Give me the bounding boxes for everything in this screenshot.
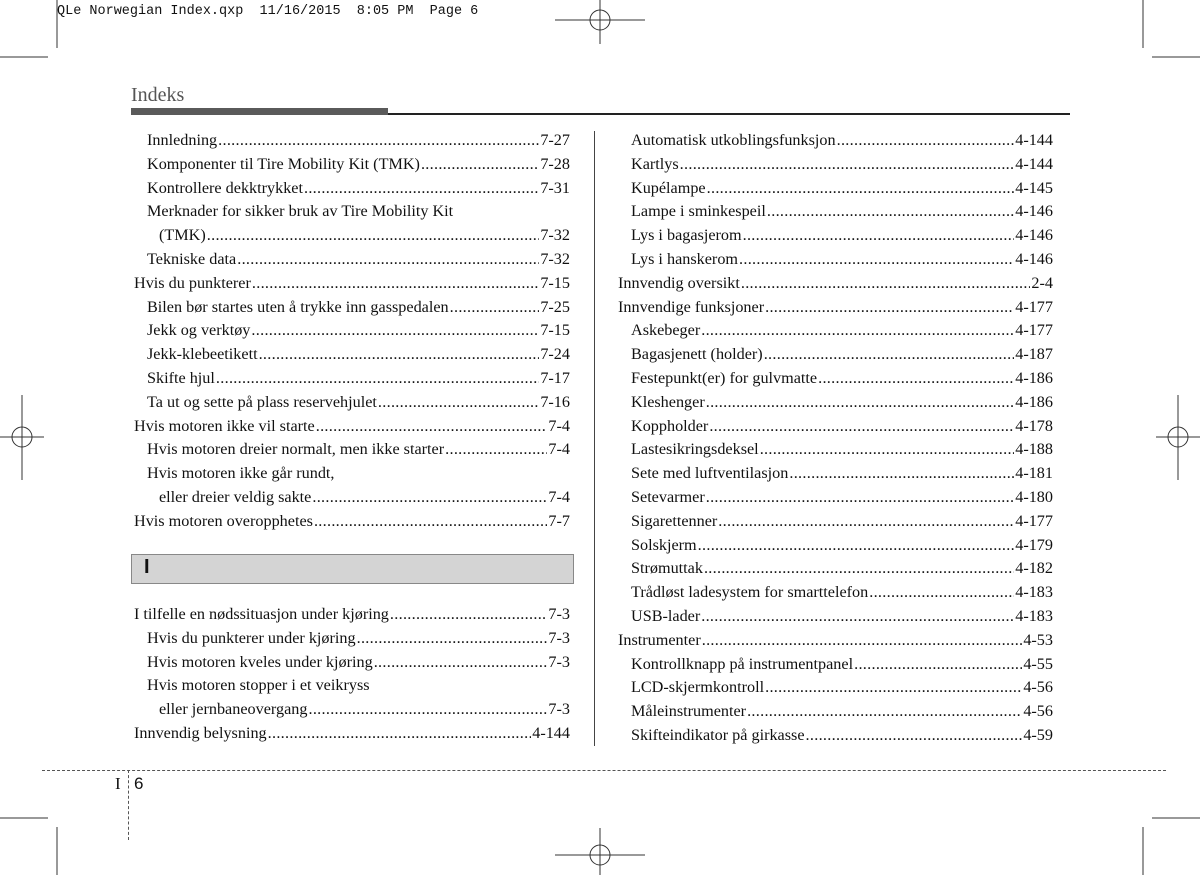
- dot-leader: [869, 581, 1014, 605]
- dot-leader: [718, 510, 1014, 534]
- index-entry-page: 4-178: [1015, 416, 1053, 435]
- index-entry-page: 7-3: [548, 628, 570, 647]
- dot-leader: [818, 367, 1014, 391]
- index-entry-label: Innvendig belysning: [134, 723, 267, 742]
- dot-leader: [739, 248, 1014, 272]
- index-entry: [134, 391, 570, 415]
- index-entry-page: 7-32: [540, 226, 570, 245]
- index-entry-label: (TMK): [159, 226, 206, 245]
- dot-leader: [421, 153, 539, 177]
- index-entry-label: Lampe i sminkespeil: [631, 202, 766, 221]
- index-entry-label: Kontrollknapp på instrumentpanel: [631, 654, 854, 673]
- dot-leader: [704, 557, 1014, 581]
- index-entry: [134, 177, 570, 201]
- index-entry-page: 4-146: [1015, 226, 1053, 245]
- index-entry-label: Innledning: [147, 131, 218, 149]
- index-entry-page: 4-177: [1015, 321, 1053, 340]
- dot-leader: [709, 415, 1014, 439]
- index-entry-label: Jekk-klebeetikett: [147, 345, 258, 364]
- index-entry-page: 7-32: [540, 249, 570, 268]
- section-letter: I: [144, 556, 150, 578]
- index-entry: [134, 248, 570, 272]
- index-column-right: [618, 129, 1053, 748]
- index-entry: [618, 581, 1053, 605]
- index-entry: [134, 627, 570, 651]
- index-entry-label: Kontrollere dekktrykket: [147, 178, 303, 197]
- index-entry: [618, 724, 1053, 748]
- index-entry: [618, 343, 1053, 367]
- dot-leader: [806, 724, 1023, 748]
- column-divider: [594, 131, 595, 746]
- dot-leader: [450, 296, 540, 320]
- index-entry-page: 2-4: [1031, 273, 1053, 292]
- index-entry-label: Hvis du punkterer: [134, 273, 251, 292]
- dot-leader: [698, 534, 1015, 558]
- index-entry-page: 7-15: [540, 273, 570, 292]
- index-entry: [618, 486, 1053, 510]
- index-entry: [618, 557, 1053, 581]
- index-entry: [134, 651, 570, 675]
- dot-leader: [707, 177, 1015, 201]
- dot-leader: [765, 296, 1014, 320]
- index-entry: [134, 510, 570, 534]
- index-entry: [618, 153, 1053, 177]
- index-entry-page: 7-4: [548, 440, 570, 459]
- index-entry-label: eller dreier veldig sakte: [159, 487, 312, 506]
- index-entry-label: Kupélampe: [631, 178, 706, 197]
- index-entry-page: 4-179: [1015, 535, 1053, 554]
- index-entry-label: Lastesikringsdeksel: [631, 440, 759, 459]
- index-entry: [134, 272, 570, 296]
- dot-leader: [743, 224, 1015, 248]
- dot-leader: [701, 319, 1014, 343]
- index-entry-label: Setevarmer: [631, 487, 705, 506]
- index-entry: [618, 319, 1053, 343]
- index-entry-page: 4-177: [1015, 511, 1053, 530]
- dot-leader: [706, 486, 1015, 510]
- index-entry: [618, 248, 1053, 272]
- dot-leader: [207, 224, 540, 248]
- dot-leader: [268, 722, 532, 746]
- index-entry-label: LCD-skjermkontroll: [631, 678, 765, 697]
- dot-leader: [357, 627, 548, 651]
- index-entry: [618, 272, 1053, 296]
- index-entry: [134, 415, 570, 439]
- index-entry: [134, 674, 570, 698]
- dot-leader: [680, 153, 1015, 177]
- index-entry: [134, 722, 570, 746]
- index-entry: [134, 319, 570, 343]
- section-header-i: [131, 554, 574, 584]
- index-entry-page: 4-183: [1015, 606, 1053, 625]
- index-entry-label: Hvis motoren stopper i et veikryss: [147, 676, 370, 695]
- index-entry-page: 7-15: [540, 321, 570, 340]
- index-entry-label: Hvis motoren overopphetes: [134, 511, 313, 530]
- dot-leader: [378, 391, 539, 415]
- index-entry: [134, 153, 570, 177]
- index-entry: [618, 700, 1053, 724]
- index-entry-label: Bilen bør startes uten å trykke inn gasspedalen: [147, 297, 449, 316]
- index-section-i-entries: [134, 603, 570, 746]
- index-entry-page: 7-25: [540, 297, 570, 316]
- dot-leader: [445, 438, 547, 462]
- dot-leader: [314, 510, 547, 534]
- index-entry-label: Bagasjenett (holder): [631, 345, 763, 364]
- index-entry-label: Lys i bagasjerom: [631, 226, 742, 245]
- footer-rule-vertical: [128, 770, 129, 840]
- index-entry-label: Festepunkt(er) for gulvmatte: [631, 368, 818, 387]
- footer-rule: [42, 770, 1166, 771]
- index-entry: [134, 200, 570, 224]
- index-entry-label: Skifteindikator på girkasse: [631, 725, 805, 744]
- dot-leader: [316, 415, 548, 439]
- dot-leader: [259, 343, 540, 367]
- index-entry-page: 4-183: [1015, 583, 1053, 602]
- index-entry-label: Koppholder: [631, 416, 709, 435]
- dot-leader: [218, 129, 539, 153]
- index-entry-page: 7-7: [548, 511, 570, 530]
- index-entry: [618, 129, 1053, 153]
- index-entry-label: Måleinstrumenter: [631, 702, 747, 721]
- index-entry-page: 4-180: [1015, 487, 1053, 506]
- index-entry-page: 4-59: [1023, 725, 1053, 744]
- index-entry: [618, 462, 1053, 486]
- index-entry: [618, 653, 1053, 677]
- dot-leader: [251, 319, 539, 343]
- index-entry-label: Automatisk utkoblingsfunksjon: [631, 131, 836, 149]
- dot-leader: [837, 129, 1015, 153]
- index-entry-page: 4-188: [1015, 440, 1053, 459]
- index-entry-page: 4-146: [1015, 249, 1053, 268]
- index-entry: [618, 177, 1053, 201]
- dot-leader: [765, 676, 1022, 700]
- index-entry-page: 4-186: [1015, 392, 1053, 411]
- dot-leader: [374, 651, 548, 675]
- index-entry-page: 7-17: [540, 368, 570, 387]
- index-entry-label: Kartlys: [631, 154, 679, 173]
- index-entry-page: 4-55: [1023, 654, 1053, 673]
- index-entry: [134, 462, 570, 486]
- dot-leader: [760, 438, 1015, 462]
- index-entry-label: I tilfelle en nødssituasjon under kjøring: [134, 605, 389, 623]
- index-entry-page: 7-24: [540, 345, 570, 364]
- index-entry: [134, 224, 570, 248]
- index-entry-page: 4-182: [1015, 559, 1053, 578]
- index-entry: [618, 676, 1053, 700]
- index-entry: [618, 224, 1053, 248]
- dot-leader: [767, 200, 1014, 224]
- dot-leader: [308, 698, 547, 722]
- index-entry-page: 4-53: [1023, 630, 1053, 649]
- index-entry: [618, 415, 1053, 439]
- index-entry-page: 4-144: [532, 723, 570, 742]
- footer-section-letter: I: [115, 774, 121, 793]
- index-entry-page: 7-16: [540, 392, 570, 411]
- index-entry-page: 7-3: [548, 700, 570, 719]
- index-entry-label: Sigarettenner: [631, 511, 718, 530]
- index-entry-label: Merknader for sikker bruk av Tire Mobility Kit: [147, 202, 454, 221]
- index-entry-label: Hvis motoren ikke vil starte: [134, 416, 315, 435]
- index-entry: [618, 629, 1053, 653]
- index-entry-label: Komponenter til Tire Mobility Kit (TMK): [147, 154, 420, 173]
- dot-leader: [854, 653, 1022, 677]
- page-number: 6: [134, 774, 144, 793]
- dot-leader: [741, 272, 1031, 296]
- index-entry: [134, 698, 570, 722]
- index-entry: [618, 534, 1053, 558]
- index-entry-page: 4-186: [1015, 368, 1053, 387]
- index-entry-label: Askebeger: [631, 321, 701, 340]
- index-entry: [618, 438, 1053, 462]
- index-entry-label: Kleshenger: [631, 392, 705, 411]
- index-entry-page: 7-3: [548, 652, 570, 671]
- index-entry-page: 4-56: [1023, 702, 1053, 721]
- index-entry-label: Hvis motoren dreier normalt, men ikke starter: [147, 440, 445, 459]
- dot-leader: [390, 603, 548, 627]
- dot-leader: [701, 605, 1014, 629]
- page-title: Indeks: [131, 84, 185, 106]
- dot-leader: [747, 700, 1022, 724]
- dot-leader: [237, 248, 539, 272]
- dot-leader: [702, 629, 1023, 653]
- index-entry-label: Trådløst ladesystem for smarttelefon: [631, 583, 869, 602]
- index-entry-page: 4-177: [1015, 297, 1053, 316]
- index-entry-label: Jekk og verktøy: [147, 321, 251, 340]
- index-entry-page: 4-144: [1015, 131, 1053, 149]
- index-column-left: [134, 129, 570, 534]
- index-entry-page: 4-187: [1015, 345, 1053, 364]
- index-entry: [134, 486, 570, 510]
- index-entry-page: 4-146: [1015, 202, 1053, 221]
- dot-leader: [312, 486, 547, 510]
- index-entry-label: eller jernbaneovergang: [159, 700, 308, 719]
- index-entry-label: Hvis du punkterer under kjøring: [147, 628, 356, 647]
- index-entry-page: 7-28: [540, 154, 570, 173]
- dot-leader: [304, 177, 539, 201]
- index-entry-page: 4-56: [1023, 678, 1053, 697]
- index-entry-label: Hvis motoren ikke går rundt,: [147, 464, 335, 483]
- index-entry-page: 7-4: [548, 416, 570, 435]
- index-entry-page: 4-145: [1015, 178, 1053, 197]
- dot-leader: [764, 343, 1015, 367]
- dot-leader: [789, 462, 1014, 486]
- index-entry: [618, 296, 1053, 320]
- index-entry-label: Strømuttak: [631, 559, 703, 578]
- index-entry-page: 4-144: [1015, 154, 1053, 173]
- index-entry-label: Instrumenter: [618, 630, 701, 649]
- index-entry: [618, 391, 1053, 415]
- dot-leader: [216, 367, 539, 391]
- index-entry-label: Tekniske data: [147, 249, 237, 268]
- dot-leader: [252, 272, 539, 296]
- index-entry: [618, 367, 1053, 391]
- dot-leader: [706, 391, 1015, 415]
- index-entry: [618, 200, 1053, 224]
- index-entry-label: Innvendige funksjoner: [618, 297, 765, 316]
- index-entry: [134, 343, 570, 367]
- index-entry-label: Solskjerm: [631, 535, 697, 554]
- index-entry-label: Hvis motoren kveles under kjøring: [147, 652, 373, 671]
- index-entry-label: Innvendig oversikt: [618, 273, 740, 292]
- index-entry-page: 7-3: [548, 605, 570, 623]
- index-entry-page: 4-181: [1015, 464, 1053, 483]
- index-entry: [618, 510, 1053, 534]
- index-entry: [134, 367, 570, 391]
- index-entry-page: 7-31: [540, 178, 570, 197]
- index-entry: [618, 605, 1053, 629]
- index-entry-page: 7-4: [548, 487, 570, 506]
- print-slug: QLe Norwegian Index.qxp 11/16/2015 8:05 PM Page 6: [57, 4, 479, 19]
- index-entry: [134, 296, 570, 320]
- index-entry-label: Ta ut og sette på plass reservehjulet: [147, 392, 377, 411]
- index-entry-label: Lys i hanskerom: [631, 249, 739, 268]
- index-entry-label: Sete med luftventilasjon: [631, 464, 789, 483]
- header-rule-accent: [131, 108, 388, 115]
- index-entry-label: USB-lader: [631, 606, 701, 625]
- index-entry-page: 7-27: [540, 131, 570, 149]
- index-entry: [134, 603, 570, 627]
- index-entry: [134, 129, 570, 153]
- index-entry: [134, 438, 570, 462]
- index-entry-label: Skifte hjul: [147, 368, 215, 387]
